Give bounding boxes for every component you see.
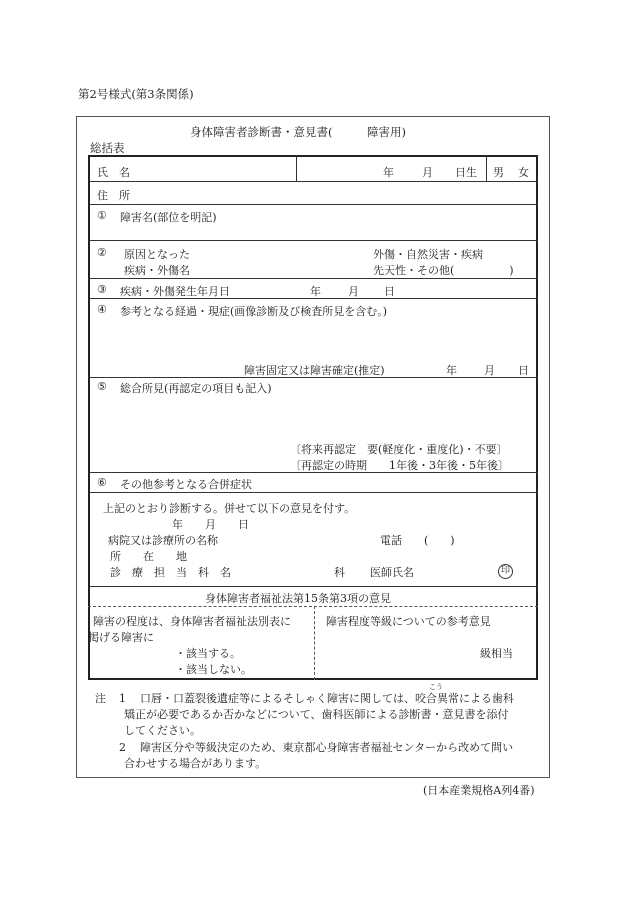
not-applicable-option[interactable]: ・該当しない。 [175,663,252,676]
row-divider [88,181,538,182]
onset-month: 月 [348,285,359,298]
form-title: 身体障害者診断書・意見書( 障害用) [190,125,406,139]
row-divider [88,204,538,205]
note-2-line1: 障害区分や等級決定のため、東京都心身障害者福祉センターから改めて問い [140,741,514,754]
row-divider [88,278,538,279]
history-label: 参考となる経過・現症(画像診断及び検査所見を含む。) [120,305,388,318]
history-number: ④ [97,303,107,316]
sex-male-option[interactable]: 男 [493,166,504,179]
fixed-day: 日 [518,364,529,377]
form-subtitle: 総括表 [90,141,125,155]
certification-statement: 上記のとおり診断する。併せて以下の意見を付す。 [103,502,356,515]
name-cell-divider [296,155,297,181]
cause-number: ② [97,246,107,259]
opinion-header: 身体障害者福祉法第15条第3項の意見 [205,592,391,605]
hospital-name-label: 病院又は診療所の名称 [108,534,218,547]
form-id: 第2号様式(第3条関係) [78,87,194,101]
cause-label-line2: 疾病・外傷名 [124,264,190,277]
onset-year: 年 [310,285,321,298]
onset-day: 日 [384,285,395,298]
seal-mark: 印 [498,564,513,579]
address-label: 住 所 [97,189,130,202]
location-label: 所 在 地 [110,550,187,563]
opinion-left-line2: 掲げる障害に [88,631,154,644]
sex-cell-divider [486,155,487,181]
note-1-number: 1 [119,692,126,705]
opinion-column-divider [314,606,315,680]
other-number: ⑥ [97,476,107,489]
row-divider [88,586,538,587]
other-label: その他参考となる合併症状 [120,478,252,491]
recertification-need: 〔将来再認定 要(軽度化・重度化)・不要〕 [290,443,508,456]
birth-day-label: 日生 [455,166,477,179]
sex-female-option[interactable]: 女 [518,166,529,179]
cause-label-line1: 原因となった [124,248,190,261]
fixed-date-label: 障害固定又は障害確定(推定) [244,364,385,377]
grade-opinion-label: 障害程度等級についての参考意見 [326,615,491,628]
birth-month-label: 月 [422,166,433,179]
doctor-name-label: 医師氏名 [370,566,414,579]
onset-label: 疾病・外傷発生年月日 [120,285,230,298]
notes-prefix: 注 [95,692,106,705]
cause-options-line2: 先天性・その他( ) [373,264,514,277]
disability-number: ① [97,209,107,222]
department-label: 診 療 担 当 科 名 [110,566,231,579]
note-2-line2: 合わせする場合があります。 [124,757,267,770]
grade-suffix: 級相当 [480,647,513,660]
department-suffix: 科 [334,566,345,579]
name-label: 氏 名 [97,166,130,179]
opinion-divider [88,606,538,607]
disability-label: 障害名(部位を明記) [120,211,217,224]
paper-size-note: (日本産業規格A列4番) [423,784,535,797]
note-2-number: 2 [119,741,126,754]
phone-label: 電話 ( ) [380,534,455,547]
fixed-year: 年 [446,364,457,377]
row-divider [88,492,538,493]
birth-year-label: 年 [383,166,394,179]
findings-label: 総合所見(再認定の項目も記入) [120,382,272,395]
findings-number: ⑤ [97,380,107,393]
applicable-option[interactable]: ・該当する。 [175,647,241,660]
cause-options-line1: 外傷・自然災害・疾病 [373,248,483,261]
row-divider [88,240,538,241]
onset-number: ③ [97,283,107,296]
certification-date: 年 月 日 [172,518,249,531]
note-1-ruby: こう [429,683,443,691]
fixed-month: 月 [484,364,495,377]
recertification-timing: 〔再認定の時期 1年後・3年後・5年後〕 [290,459,509,472]
opinion-left-line1: 障害の程度は、身体障害者福祉法別表に [93,615,291,628]
note-1-line1: 口唇・口蓋裂後遺症等によるそしゃく障害に関しては、咬合異常による歯科 [140,692,514,705]
seal-icon [498,563,513,579]
note-1-line3: してください。 [124,724,201,737]
note-1-line2: 矯正が必要であるか否かなどについて、歯科医師による診断書・意見書を添付 [124,708,509,721]
